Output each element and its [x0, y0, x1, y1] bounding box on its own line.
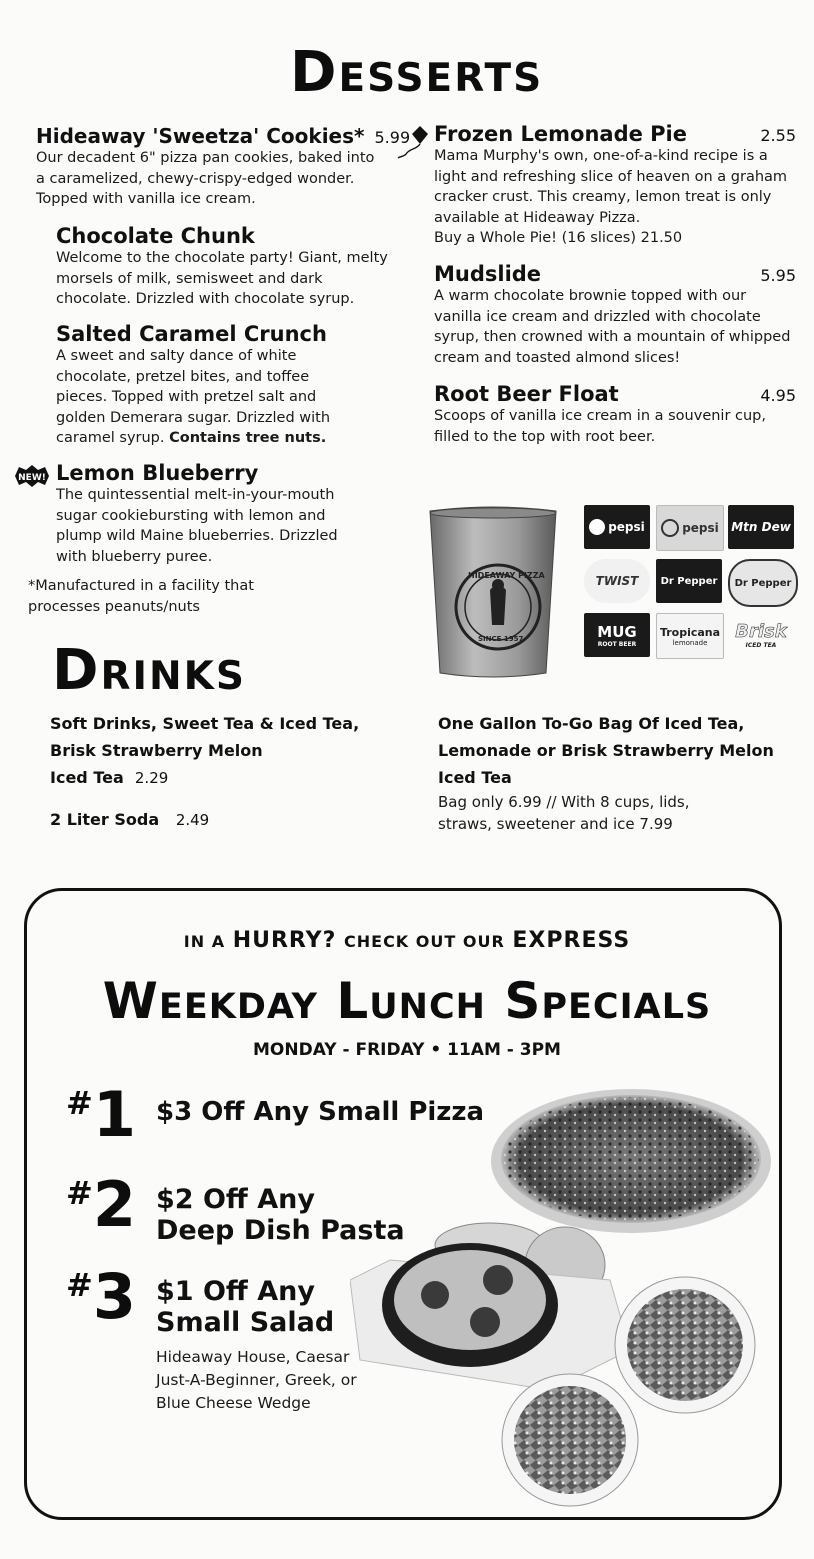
menu-item-salted-caramel — [56, 322, 356, 449]
drinks-left-column — [50, 710, 390, 834]
item-description: Our decadent 6" pizza pan cookies, baked into a caramelized, chewy-crispy-edged wonder. Topped with vanilla ice cream. — [36, 150, 375, 207]
drink-logos-grid — [584, 505, 796, 660]
twist-logo-text: TWIST — [595, 574, 639, 588]
drink-name: Iced Tea — [50, 768, 124, 787]
menu-item-lemon-blueberry — [56, 461, 371, 567]
kite-icon — [396, 124, 432, 164]
special-number: 3 — [92, 1260, 136, 1333]
item-description-wrap — [56, 346, 356, 449]
dr-pepper-logo-text: Dr Pepper — [660, 575, 718, 587]
drink-line: Brisk Strawberry Melon — [50, 741, 263, 760]
special-number: 1 — [92, 1078, 136, 1151]
salad-option-line: Just-A-Beginner, Greek, or — [156, 1371, 357, 1389]
new-badge-text: NEW! — [18, 473, 46, 483]
special-line: Small Salad — [156, 1307, 335, 1338]
drink-line: Iced Tea — [438, 768, 512, 787]
mug-logo-sub: ROOT BEER — [597, 640, 637, 648]
drink-price: 2.49 — [175, 811, 210, 829]
item-description: Welcome to the chocolate party! Giant, melty morsels of milk, semisweet and dark chocolate. Drizzled with chocolate syrup. — [56, 250, 388, 307]
tropicana-logo-text: Tropicana — [659, 625, 721, 639]
menu-item-mudslide — [434, 262, 796, 368]
drink-line-with-price — [50, 764, 390, 792]
desserts-title: Desserts — [290, 40, 544, 105]
souvenir-cup-image — [428, 505, 558, 680]
item-price: 2.55 — [760, 126, 796, 145]
tagline-b: HURRY? — [232, 928, 337, 953]
mug-root-beer-logo — [584, 613, 650, 657]
special-line: $2 Off Any — [156, 1184, 315, 1215]
diet-dr-pepper-logo — [728, 559, 798, 607]
drink-line: One Gallon To-Go Bag Of Iced Tea, — [438, 714, 745, 733]
drink-line-with-price — [50, 806, 390, 834]
item-description: A warm chocolate brownie topped with our vanilla ice cream and drizzled with chocolate syrup, then crowned with a mountain of whipped cream and toasted almond slices! — [434, 288, 791, 366]
gallon-bag-prices-2: straws, sweetener and ice 7.99 — [438, 815, 673, 833]
cup-brand-top: HIDEAWAY PIZZA — [468, 571, 545, 580]
drink-name: 2 Liter Soda — [50, 810, 160, 829]
item-description: A sweet and salty dance of white chocolate, pretzel bites, and toffee pieces. Topped with pretzel salt and golden Demerara sugar. Drizzled with caramel syrup. — [56, 348, 331, 446]
special-2-text — [156, 1184, 405, 1246]
allergen-footnote: *Manufactured in a facility that processes peanuts/nuts — [28, 578, 254, 615]
menu-item-root-beer-float — [434, 382, 796, 447]
drinks-title: Drinks — [52, 638, 246, 703]
pepsi-logo — [584, 505, 650, 549]
pasta-and-salad-image — [350, 1210, 760, 1510]
tagline-a: IN A — [183, 932, 226, 951]
drinks-right-column — [438, 710, 798, 835]
cup-brand-bottom: SINCE 1957 — [478, 635, 524, 643]
diet-pepsi-logo — [656, 505, 724, 551]
twist-logo — [584, 559, 650, 603]
menu-item-chocolate-chunk — [56, 224, 391, 310]
tropicana-logo — [656, 613, 724, 659]
diet-dr-pepper-logo-text: Dr Pepper — [734, 577, 792, 589]
item-name: Mudslide — [434, 262, 542, 286]
brisk-logo-sub: ICED TEA — [745, 642, 777, 649]
mug-logo-text: MUG — [597, 622, 637, 641]
drink-line: Soft Drinks, Sweet Tea & Iced Tea, — [50, 714, 360, 733]
drink-price: 2.29 — [134, 769, 169, 787]
salad-option-line: Hideaway House, Caesar — [156, 1348, 350, 1366]
allergen-note: Contains tree nuts. — [169, 430, 327, 446]
specials-tagline — [0, 928, 814, 953]
salad-option-line: Blue Cheese Wedge — [156, 1394, 311, 1412]
special-number-2: #2 — [66, 1168, 136, 1241]
special-number-3: #3 — [66, 1260, 136, 1333]
brisk-logo-text: Brisk — [735, 621, 787, 642]
item-name: Lemon Blueberry — [56, 461, 259, 485]
dr-pepper-logo — [656, 559, 722, 603]
whole-pie-offer: Buy a Whole Pie! (16 slices) 21.50 — [434, 230, 683, 246]
diet-pepsi-logo-text: pepsi — [682, 521, 719, 535]
specials-title: Weekday Lunch Specials — [102, 972, 712, 1030]
mtn-dew-logo-text: Mtn Dew — [731, 520, 791, 534]
item-name: Chocolate Chunk — [56, 224, 255, 248]
item-description: Scoops of vanilla ice cream in a souvenir cup, filled to the top with root beer. — [434, 408, 766, 445]
item-price: 5.95 — [760, 266, 796, 285]
item-name: Frozen Lemonade Pie — [434, 122, 687, 146]
item-description: The quintessential melt-in-your-mouth sugar cookiebursting with lemon and plump wild Maine blueberries. Drizzled with blueberry puree. — [56, 487, 338, 565]
salad-options — [156, 1346, 357, 1415]
item-name: Hideaway 'Sweetza' Cookies* — [36, 124, 365, 148]
special-1-text: $3 Off Any Small Pizza — [156, 1097, 485, 1127]
special-3-text — [156, 1276, 334, 1338]
menu-item-sweetza — [36, 124, 411, 210]
item-price: 4.95 — [760, 386, 796, 405]
item-name: Salted Caramel Crunch — [56, 322, 327, 346]
item-price: 5.99 — [374, 128, 411, 147]
item-description: Mama Murphy's own, one-of-a-kind recipe is a light and refreshing slice of heaven on a graham cracker crust. This creamy, lemon treat is only available at Hideaway Pizza. — [434, 148, 788, 226]
brisk-logo — [728, 613, 794, 657]
mtn-dew-logo — [728, 505, 794, 549]
menu-item-frozen-lemonade-pie — [434, 122, 796, 249]
special-line: Deep Dish Pasta — [156, 1215, 405, 1246]
special-number-1: #1 — [66, 1078, 136, 1151]
specials-hours: MONDAY - FRIDAY • 11AM - 3PM — [253, 1040, 561, 1060]
drink-line: Lemonade or Brisk Strawberry Melon — [438, 741, 774, 760]
item-name: Root Beer Float — [434, 382, 619, 406]
tagline-d: EXPRESS — [512, 928, 631, 953]
new-badge-icon — [12, 464, 52, 488]
tropicana-logo-sub: lemonade — [672, 638, 708, 647]
special-number: 2 — [92, 1168, 136, 1241]
gallon-bag-prices: Bag only 6.99 // With 8 cups, lids, — [438, 793, 690, 811]
pepsi-logo-text: pepsi — [608, 520, 645, 534]
tagline-c: CHECK OUT OUR — [344, 932, 505, 951]
special-line: $1 Off Any — [156, 1276, 315, 1307]
